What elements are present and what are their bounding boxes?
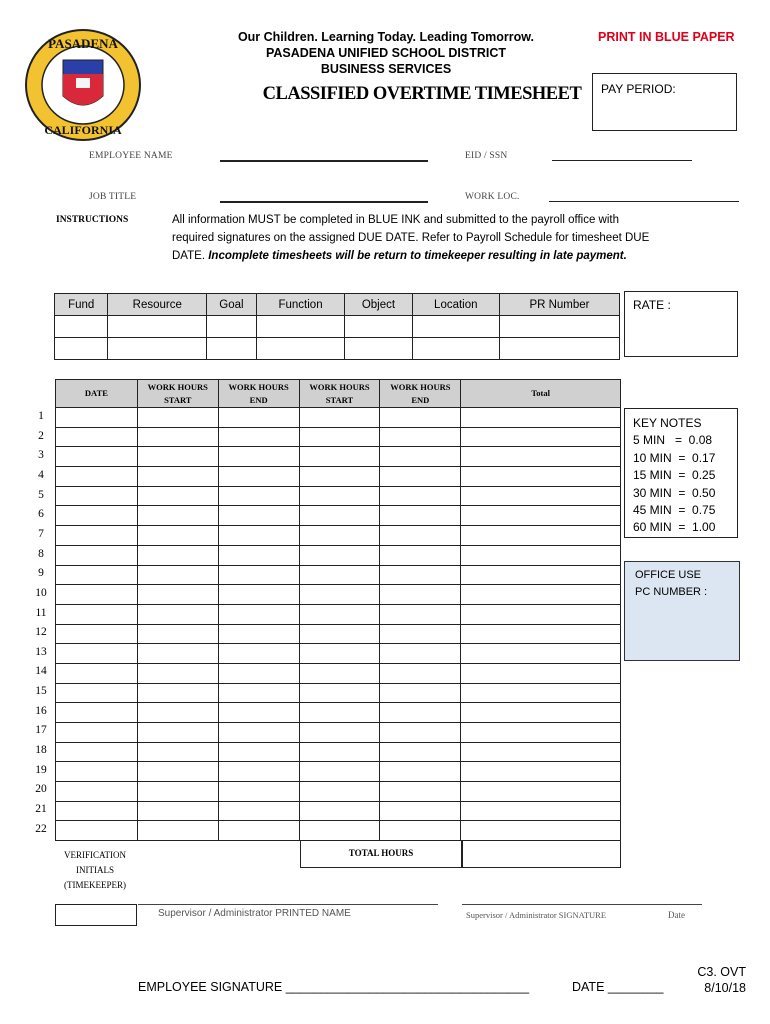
time-cell[interactable] [299, 526, 380, 546]
time-cell[interactable] [137, 427, 218, 447]
table-row [56, 683, 621, 703]
time-cell[interactable] [218, 585, 299, 605]
rate-box[interactable] [624, 291, 738, 357]
col-resource: Resource [108, 294, 207, 316]
time-cell[interactable] [56, 624, 138, 644]
instructions-label: INSTRUCTIONS [56, 215, 129, 225]
table-row [56, 585, 621, 605]
district-name: PASADENA UNIFIED SCHOOL DISTRICT [265, 46, 507, 60]
key-note-item: 5 MIN = 0.08 [633, 433, 713, 448]
time-cell[interactable] [380, 604, 461, 624]
time-cell[interactable] [56, 683, 138, 703]
time-cell[interactable] [380, 801, 461, 821]
time-cell[interactable] [218, 703, 299, 723]
table-row [56, 427, 621, 447]
row-number: 13 [35, 645, 47, 658]
rate-label: RATE : [633, 298, 671, 312]
time-cell[interactable] [380, 486, 461, 506]
row-number: 18 [35, 744, 47, 757]
row-number: 17 [35, 724, 47, 737]
col-start-2: WORK HOURS START [299, 380, 380, 408]
time-cell[interactable] [299, 624, 380, 644]
time-cell[interactable] [299, 703, 380, 723]
col-total: Total [461, 380, 621, 408]
time-cell[interactable] [380, 742, 461, 762]
time-cell[interactable] [380, 624, 461, 644]
time-cell[interactable] [137, 782, 218, 802]
row-number: 14 [35, 665, 47, 678]
pay-period-box[interactable] [592, 73, 737, 131]
time-cell[interactable] [461, 624, 621, 644]
time-cell[interactable] [137, 486, 218, 506]
time-cell[interactable] [137, 644, 218, 664]
form-code-id: C3. OVT [697, 965, 746, 979]
total-hours-label: TOTAL HOURS [300, 840, 462, 868]
time-cell[interactable] [218, 663, 299, 683]
time-cell[interactable] [380, 467, 461, 487]
supervisor-signature-line[interactable] [462, 904, 702, 905]
time-cell[interactable] [461, 467, 621, 487]
time-cell[interactable] [218, 506, 299, 526]
table-row [56, 526, 621, 546]
time-cell[interactable] [218, 604, 299, 624]
time-cell[interactable] [56, 545, 138, 565]
time-cell[interactable] [380, 644, 461, 664]
table-row [56, 467, 621, 487]
employee-date-line[interactable]: DATE ________ [572, 980, 664, 994]
pc-number-label: PC NUMBER : [635, 585, 708, 598]
time-cell[interactable] [56, 506, 138, 526]
acct-cell[interactable] [499, 338, 619, 360]
time-cell[interactable] [299, 408, 380, 428]
row-number: 10 [35, 586, 47, 599]
time-cell[interactable] [299, 644, 380, 664]
time-cell[interactable] [461, 585, 621, 605]
key-notes-title: KEY NOTES [633, 416, 702, 430]
col-object: Object [345, 294, 412, 316]
table-row [56, 801, 621, 821]
time-cell[interactable] [380, 821, 461, 841]
time-cell[interactable] [56, 663, 138, 683]
row-number: 19 [35, 763, 47, 776]
table-row [56, 821, 621, 841]
acct-cell[interactable] [412, 338, 499, 360]
svg-text:CALIFORNIA: CALIFORNIA [44, 123, 122, 137]
time-cell[interactable] [380, 526, 461, 546]
time-cell[interactable] [56, 408, 138, 428]
time-cell[interactable] [137, 723, 218, 743]
time-cell[interactable] [380, 683, 461, 703]
time-cell[interactable] [56, 723, 138, 743]
time-cell[interactable] [218, 624, 299, 644]
time-cell[interactable] [137, 506, 218, 526]
time-cell[interactable] [137, 742, 218, 762]
time-cell[interactable] [461, 723, 621, 743]
time-cell[interactable] [380, 506, 461, 526]
time-cell[interactable] [461, 644, 621, 664]
instructions-body: All information MUST be completed in BLUE INK and submitted to the payroll office with required signatures on the assigned DUE DATE. Refer to Payroll Schedule for timesheet DUE DATE. [172, 214, 650, 262]
time-cell[interactable] [380, 565, 461, 585]
time-cell[interactable] [299, 723, 380, 743]
time-cell[interactable] [137, 565, 218, 585]
time-cell[interactable] [299, 821, 380, 841]
time-cell[interactable] [56, 801, 138, 821]
acct-cell[interactable] [207, 316, 257, 338]
employee-signature-line[interactable]: EMPLOYEE SIGNATURE ___________________________________ [138, 980, 530, 994]
col-date: DATE [56, 380, 138, 408]
office-use-box [624, 561, 740, 661]
time-cell[interactable] [218, 486, 299, 506]
table-row [56, 447, 621, 467]
work-loc-field[interactable] [549, 201, 739, 202]
time-cell[interactable] [56, 585, 138, 605]
time-cell[interactable] [299, 447, 380, 467]
time-cell[interactable] [137, 821, 218, 841]
time-cell[interactable] [56, 447, 138, 467]
col-fund: Fund [55, 294, 108, 316]
acct-cell[interactable] [256, 316, 345, 338]
department-name: BUSINESS SERVICES [320, 62, 452, 76]
time-cell[interactable] [137, 447, 218, 467]
time-cell[interactable] [218, 801, 299, 821]
form-code [684, 964, 746, 996]
time-cell[interactable] [137, 663, 218, 683]
motto: Our Children. Learning Today. Leading Tomorrow. [237, 30, 535, 44]
time-cell[interactable] [299, 742, 380, 762]
time-cell[interactable] [218, 762, 299, 782]
acct-cell[interactable] [108, 316, 207, 338]
supervisor-printed-name-label: Supervisor / Administrator PRINTED NAME [158, 908, 351, 919]
pay-period-label: PAY PERIOD: [601, 82, 676, 96]
office-use-label: OFFICE USE [635, 569, 702, 581]
table-row [56, 604, 621, 624]
row-number: 2 [38, 429, 44, 442]
time-cell[interactable] [299, 604, 380, 624]
time-cell[interactable] [299, 585, 380, 605]
acct-cell[interactable] [108, 338, 207, 360]
time-cell[interactable] [299, 467, 380, 487]
key-note-item: 10 MIN = 0.17 [633, 450, 716, 465]
time-cell[interactable] [461, 742, 621, 762]
time-cell[interactable] [137, 703, 218, 723]
time-cell[interactable] [461, 427, 621, 447]
time-cell[interactable] [56, 565, 138, 585]
col-location: Location [412, 294, 499, 316]
acct-cell[interactable] [256, 338, 345, 360]
instructions-warning: Incomplete timesheets will be return to timekeeper resulting in late payment. [208, 250, 627, 262]
time-cell[interactable] [380, 408, 461, 428]
time-cell[interactable] [56, 644, 138, 664]
acct-cell[interactable] [55, 316, 108, 338]
time-cell[interactable] [299, 506, 380, 526]
time-cell[interactable] [137, 624, 218, 644]
table-row [56, 663, 621, 683]
supervisor-date-label: Date [668, 910, 685, 920]
form-revision-date: 8/10/18 [704, 981, 746, 995]
time-cell[interactable] [461, 782, 621, 802]
time-cell[interactable] [218, 545, 299, 565]
col-start-1: WORK HOURS START [137, 380, 218, 408]
time-cell[interactable] [299, 762, 380, 782]
job-title-label: JOB TITLE [89, 192, 137, 202]
account-coding-table [54, 293, 620, 360]
time-cell[interactable] [56, 467, 138, 487]
time-cell[interactable] [380, 427, 461, 447]
col-function: Function [256, 294, 345, 316]
time-cell[interactable] [461, 762, 621, 782]
table-row [56, 742, 621, 762]
table-row [56, 723, 621, 743]
time-cell[interactable] [461, 703, 621, 723]
time-cell[interactable] [299, 683, 380, 703]
time-cell[interactable] [218, 447, 299, 467]
total-hours-field[interactable] [462, 840, 621, 868]
time-cell[interactable] [137, 585, 218, 605]
time-cell[interactable] [380, 545, 461, 565]
row-number: 16 [35, 704, 47, 717]
table-row [56, 545, 621, 565]
time-cell[interactable] [56, 782, 138, 802]
acct-cell[interactable] [412, 316, 499, 338]
table-row [56, 703, 621, 723]
form-title: CLASSIFIED OVERTIME TIMESHEET [262, 84, 582, 104]
time-cell[interactable] [218, 742, 299, 762]
eid-ssn-field[interactable] [552, 160, 692, 161]
row-number: 1 [38, 410, 44, 422]
svg-text:PASADENA: PASADENA [48, 36, 118, 51]
key-note-item: 30 MIN = 0.50 [633, 485, 716, 500]
time-cell[interactable] [380, 447, 461, 467]
row-number: 12 [35, 626, 47, 639]
row-number: 5 [38, 488, 44, 501]
time-cell[interactable] [380, 723, 461, 743]
table-row [56, 408, 621, 428]
key-note-item: 45 MIN = 0.75 [633, 503, 716, 518]
table-row [56, 486, 621, 506]
print-note: PRINT IN BLUE PAPER [598, 30, 735, 44]
row-number: 4 [38, 468, 44, 481]
time-cell[interactable] [380, 782, 461, 802]
time-cell[interactable] [461, 526, 621, 546]
table-row [56, 782, 621, 802]
job-title-field[interactable] [220, 201, 428, 203]
time-cell[interactable] [299, 801, 380, 821]
row-number: 21 [35, 803, 47, 815]
eid-ssn-label: EID / SSN [465, 151, 508, 161]
time-cell[interactable] [56, 742, 138, 762]
acct-cell[interactable] [345, 316, 412, 338]
acct-cell[interactable] [345, 338, 412, 360]
work-loc-label: WORK LOC. [465, 192, 520, 202]
time-cell[interactable] [299, 545, 380, 565]
time-cell[interactable] [218, 526, 299, 546]
time-cell[interactable] [218, 644, 299, 664]
time-cell[interactable] [299, 427, 380, 447]
time-cell[interactable] [56, 703, 138, 723]
time-cell[interactable] [137, 762, 218, 782]
time-cell[interactable] [461, 604, 621, 624]
time-cell[interactable] [56, 604, 138, 624]
table-row [56, 644, 621, 664]
time-cell[interactable] [56, 821, 138, 841]
time-cell[interactable] [56, 486, 138, 506]
district-seal [24, 28, 142, 142]
table-row [56, 624, 621, 644]
timesheet-table [55, 379, 621, 841]
table-row [56, 762, 621, 782]
time-cell[interactable] [380, 585, 461, 605]
time-cell[interactable] [461, 506, 621, 526]
time-cell[interactable] [461, 683, 621, 703]
verification-label: VERIFICATION INITIALS (TIMEKEEPER) [64, 850, 126, 890]
row-number: 7 [38, 527, 44, 540]
row-number: 8 [38, 547, 44, 560]
row-number: 9 [38, 567, 44, 580]
acct-cell[interactable] [499, 316, 619, 338]
time-cell[interactable] [218, 467, 299, 487]
time-cell[interactable] [218, 427, 299, 447]
table-row [56, 565, 621, 585]
key-note-item: 15 MIN = 0.25 [633, 468, 716, 483]
time-cell[interactable] [461, 408, 621, 428]
supervisor-name-line[interactable] [138, 904, 438, 905]
time-cell[interactable] [461, 545, 621, 565]
time-cell[interactable] [218, 821, 299, 841]
time-cell[interactable] [380, 703, 461, 723]
row-number: 3 [38, 449, 44, 462]
time-cell[interactable] [56, 762, 138, 782]
acct-cell[interactable] [207, 338, 257, 360]
time-cell[interactable] [299, 486, 380, 506]
time-cell[interactable] [461, 821, 621, 841]
time-cell[interactable] [218, 408, 299, 428]
time-cell[interactable] [461, 801, 621, 821]
time-cell[interactable] [461, 486, 621, 506]
row-number: 6 [38, 508, 44, 521]
time-cell[interactable] [137, 526, 218, 546]
time-cell[interactable] [218, 683, 299, 703]
key-note-item: 60 MIN = 1.00 [633, 520, 716, 535]
time-cell[interactable] [218, 782, 299, 802]
row-number: 11 [35, 606, 47, 619]
row-number: 22 [35, 822, 47, 835]
key-notes-box [624, 408, 738, 538]
time-cell[interactable] [299, 565, 380, 585]
time-cell[interactable] [380, 663, 461, 683]
supervisor-signature-label: Supervisor / Administrator SIGNATURE [466, 910, 607, 920]
time-cell[interactable] [137, 683, 218, 703]
col-pr-number: PR Number [499, 294, 619, 316]
acct-cell[interactable] [55, 338, 108, 360]
time-cell[interactable] [56, 526, 138, 546]
employee-name-label: EMPLOYEE NAME [89, 151, 173, 161]
time-cell[interactable] [137, 408, 218, 428]
table-row [56, 506, 621, 526]
time-cell[interactable] [137, 545, 218, 565]
time-cell[interactable] [218, 565, 299, 585]
time-cell[interactable] [299, 782, 380, 802]
time-cell[interactable] [299, 663, 380, 683]
time-cell[interactable] [461, 663, 621, 683]
instructions-text [172, 211, 652, 265]
time-cell[interactable] [137, 604, 218, 624]
time-cell[interactable] [137, 801, 218, 821]
col-end-1: WORK HOURS END [218, 380, 299, 408]
employee-name-field[interactable] [220, 160, 428, 162]
time-cell[interactable] [56, 427, 138, 447]
time-cell[interactable] [380, 762, 461, 782]
time-cell[interactable] [461, 447, 621, 467]
row-number: 20 [35, 783, 47, 796]
col-end-2: WORK HOURS END [380, 380, 461, 408]
time-cell[interactable] [461, 565, 621, 585]
col-goal: Goal [207, 294, 257, 316]
row-number: 15 [35, 685, 47, 698]
time-cell[interactable] [218, 723, 299, 743]
verification-initials-field[interactable] [55, 904, 137, 926]
time-cell[interactable] [137, 467, 218, 487]
